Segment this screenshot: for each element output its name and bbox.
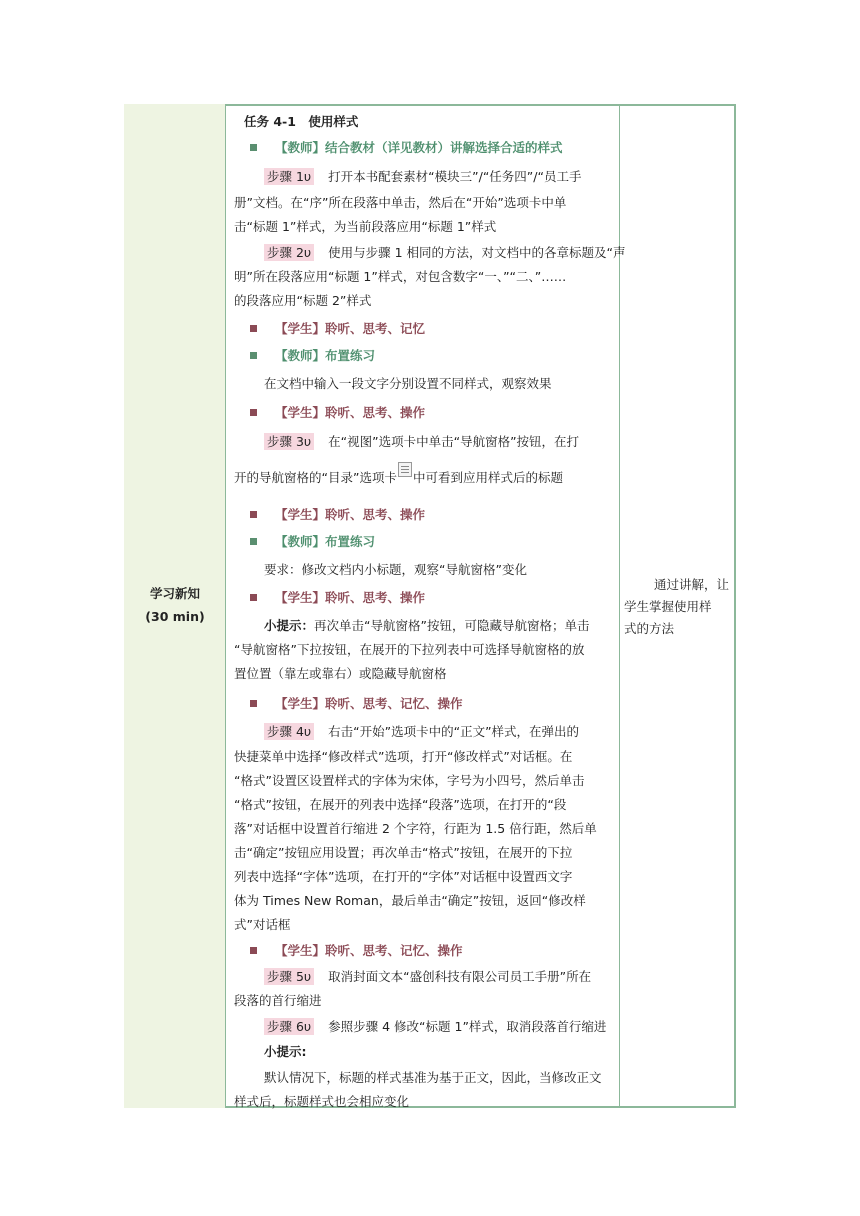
step-label: 步骤 5υ <box>264 968 314 985</box>
step-label: 步骤 6υ <box>264 1018 314 1035</box>
step-4-line: “格式”按钮，在展开的列表中选择“段落”选项，在打开的“段 <box>234 797 567 812</box>
step-1-line: 册”文档。在“序”所在段落中单击，然后在“开始”选项卡中单 <box>234 195 567 210</box>
section-duration: (30 min) <box>145 609 205 624</box>
bullet-student: 【学生】聆听、思考、操作 <box>250 505 630 525</box>
section-label: 学习新知 <box>149 586 200 601</box>
step-label: 步骤 3υ <box>264 433 314 450</box>
step-1-line: 击“标题 1”样式，为当前段落应用“标题 1”样式 <box>234 219 497 234</box>
square-bullet-icon <box>250 144 257 151</box>
step-label: 步骤 2υ <box>264 244 314 261</box>
step-2-line: 明”所在段落应用“标题 1”样式，对包含数字“一、”“二、”…… <box>234 269 567 284</box>
step-1: 步骤 1υ 打开本书配套素材“模块三”/“任务四”/“员工手 <box>264 167 644 187</box>
tip-2-line: 默认情况下，标题的样式基准为基于正文，因此，当修改正文 <box>264 1070 602 1085</box>
step-3-line: 开的导航窗格的“目录”选项卡 中可看到应用样式后的标题 <box>234 468 614 488</box>
step-4-line: 落”对话框中设置首行缩进 2 个字符，行距为 1.5 倍行距，然后单 <box>234 821 597 836</box>
square-bullet-icon <box>250 325 257 332</box>
step-4: 步骤 4υ 右击“开始”选项卡中的“正文”样式，在弹出的 <box>264 722 644 742</box>
tip-label: 小提示： <box>264 618 315 633</box>
step-4-line: “格式”设置区设置样式的字体为宋体，字号为小四号，然后单击 <box>234 773 585 788</box>
step-5: 步骤 5υ 取消封面文本“盛创科技有限公司员工手册”所在 <box>264 967 644 987</box>
bullet-student: 【学生】聆听、思考、记忆、操作 <box>250 694 630 714</box>
step-label: 步骤 1υ <box>264 168 314 185</box>
tip-1: 小提示：再次单击“导航窗格”按钮，可隐藏导航窗格；单击 <box>264 618 590 633</box>
left-column <box>124 104 226 1108</box>
goal-line: 学生掌握使用样 <box>624 599 712 614</box>
bullet-student: 【学生】聆听、思考、操作 <box>250 588 630 608</box>
step-3: 步骤 3υ 在“视图”选项卡中单击“导航窗格”按钮，在打 <box>264 432 644 452</box>
lesson-table <box>124 104 736 1108</box>
step-5-line: 段落的首行缩进 <box>234 993 322 1008</box>
square-bullet-icon <box>250 409 257 416</box>
tip-1-line: “导航窗格”下拉按钮，在展开的下拉列表中可选择导航窗格的放 <box>234 642 585 657</box>
bullet-teacher: 【教师】布置练习 <box>250 532 630 552</box>
square-bullet-icon <box>250 700 257 707</box>
tip-1-line: 置位置（靠左或靠右）或隐藏导航窗格 <box>234 666 447 681</box>
square-bullet-icon <box>250 538 257 545</box>
bullet-teacher: 【教师】布置练习 <box>250 346 630 366</box>
practice-text: 在文档中输入一段文字分别设置不同样式，观察效果 <box>264 376 552 391</box>
bullet-student: 【学生】聆听、思考、记忆、操作 <box>250 941 630 961</box>
step-2-line: 的段落应用“标题 2”样式 <box>234 293 372 308</box>
document-icon <box>398 462 412 477</box>
bullet-student: 【学生】聆听、思考、操作 <box>250 403 630 423</box>
goal-line: 式的方法 <box>624 621 675 636</box>
step-4-line: 列表中选择“字体”选项，在打开的“字体”对话框中设置西文字 <box>234 869 573 884</box>
step-6: 步骤 6υ 参照步骤 4 修改“标题 1”样式，取消段落首行缩进 <box>264 1017 644 1037</box>
bullet-student: 【学生】聆听、思考、记忆 <box>250 319 630 339</box>
step-4-line: 体为 Times New Roman，最后单击“确定”按钮，返回“修改样 <box>234 893 586 908</box>
goal-line: 通过讲解，让 <box>654 577 730 592</box>
step-4-line: 式”对话框 <box>234 917 291 932</box>
bullet-teacher: 【教师】结合教材（详见教材）讲解选择合适的样式 <box>250 138 630 158</box>
task-title: 任务 4-1 使用样式 <box>244 114 359 129</box>
tip-2-line: 样式后，标题样式也会相应变化 <box>234 1094 410 1109</box>
square-bullet-icon <box>250 947 257 954</box>
square-bullet-icon <box>250 352 257 359</box>
square-bullet-icon <box>250 594 257 601</box>
step-4-line: 击“确定”按钮应用设置；再次单击“格式”按钮，在展开的下拉 <box>234 845 573 860</box>
practice-text: 要求：修改文档内小标题，观察“导航窗格”变化 <box>264 562 527 577</box>
step-4-line: 快捷菜单中选择“修改样式”选项，打开“修改样式”对话框。在 <box>234 749 573 764</box>
tip-2-label: 小提示: <box>264 1044 307 1059</box>
square-bullet-icon <box>250 511 257 518</box>
step-2: 步骤 2υ 使用与步骤 1 相同的方法，对文档中的各章标题及“声 <box>264 243 644 263</box>
step-label: 步骤 4υ <box>264 723 314 740</box>
